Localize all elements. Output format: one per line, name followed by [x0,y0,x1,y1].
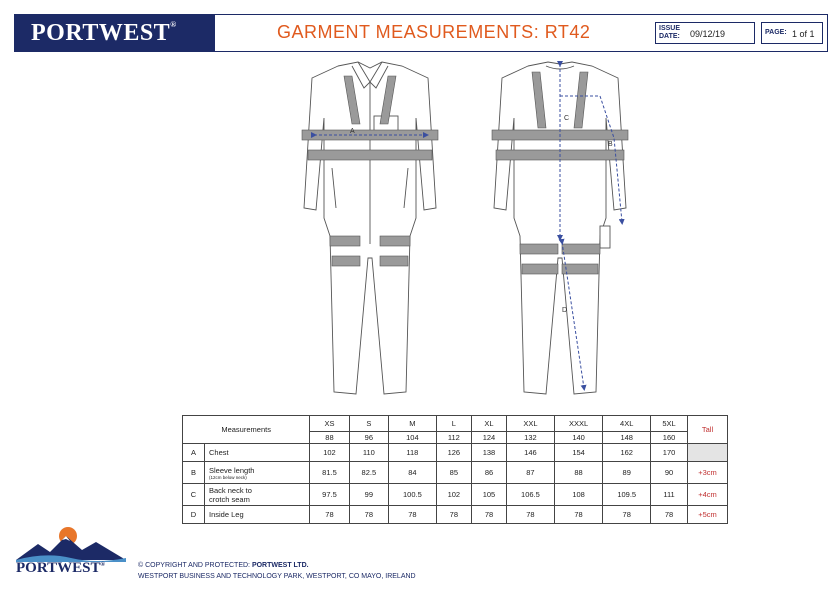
value-cell: 78 [471,506,506,524]
size-cm-cell: 104 [389,432,437,444]
page-header [14,14,828,52]
tall-cell: +4cm [688,484,728,506]
row-label: Back neck to crotch seam [205,484,310,506]
coverall-front-view [304,62,436,394]
row-label: Chest [205,444,310,462]
size-s-header: S [349,416,388,432]
value-cell: 154 [554,444,603,462]
measurement-table [182,415,728,524]
value-cell: 146 [507,444,555,462]
value-cell: 82.5 [349,462,388,484]
issue-date-label: ISSUE DATE: [659,25,681,40]
size-cm-cell: 96 [349,432,388,444]
value-cell: 78 [554,506,603,524]
value-cell: 81.5 [310,462,349,484]
row-label: Sleeve length (12cm below neck) [205,462,310,484]
value-cell: 102 [310,444,349,462]
size-cm-cell: 112 [436,432,471,444]
page-number-box [761,22,823,44]
table-row-back-neck [183,484,728,506]
table-row-sleeve [183,462,728,484]
value-cell: 126 [436,444,471,462]
value-cell: 162 [603,444,651,462]
value-cell: 85 [436,462,471,484]
value-cell: 78 [507,506,555,524]
size-l-header: L [436,416,471,432]
tall-cell: +3cm [688,462,728,484]
value-cell: 102 [436,484,471,506]
size-4xl-header: 4XL [603,416,651,432]
size-xxxl-header: XXXL [554,416,603,432]
value-cell: 138 [471,444,506,462]
size-cm-cell: 124 [471,432,506,444]
value-cell: 106.5 [507,484,555,506]
value-cell: 89 [603,462,651,484]
size-cm-cell: 148 [603,432,651,444]
value-cell: 88 [554,462,603,484]
size-m-header: M [389,416,437,432]
footer-copyright: © COPYRIGHT AND PROTECTED: PORTWEST LTD. WESTPORT BUSINESS AND TECHNOLOGY PARK, WESTPORT, CO MAYO, IRELAND [138,562,416,580]
size-xl-header: XL [471,416,506,432]
value-cell: 109.5 [603,484,651,506]
value-cell: 118 [389,444,437,462]
size-5xl-header: 5XL [651,416,688,432]
table-row-inside-leg [183,506,728,524]
garment-technical-drawings [260,58,660,404]
tall-header: Tall [688,416,728,444]
size-cm-cell: 160 [651,432,688,444]
page-label: PAGE: [765,29,787,36]
label-c: C [564,115,570,122]
tall-cell: +5cm [688,506,728,524]
label-b: B [608,141,613,148]
size-xs-header: XS [310,416,349,432]
value-cell: 78 [389,506,437,524]
row-letter: C [183,484,205,506]
value-cell: 100.5 [389,484,437,506]
row-letter: B [183,462,205,484]
issue-date-box [655,22,755,44]
value-cell: 78 [603,506,651,524]
label-a: A [350,128,355,135]
size-xxl-header: XXL [507,416,555,432]
value-cell: 78 [436,506,471,524]
footer-address: WESTPORT BUSINESS AND TECHNOLOGY PARK, WESTPORT, CO MAYO, IRELAND [138,573,416,580]
footer-brand-logo: PORTWEST® [16,560,105,576]
value-cell: 78 [651,506,688,524]
brand-logo: PORTWEST® [31,20,177,46]
document-title: GARMENT MEASUREMENTS: RT42 [277,22,591,42]
value-cell: 84 [389,462,437,484]
value-cell: 105 [471,484,506,506]
row-letter: D [183,506,205,524]
value-cell: 97.5 [310,484,349,506]
table-row-chest [183,444,728,462]
value-cell: 78 [349,506,388,524]
value-cell: 87 [507,462,555,484]
size-cm-cell: 88 [310,432,349,444]
value-cell: 108 [554,484,603,506]
table-header-sizes [183,416,728,432]
value-cell: 90 [651,462,688,484]
brand-logo-box [15,15,215,51]
row-label: Inside Leg [205,506,310,524]
value-cell: 170 [651,444,688,462]
label-d: D [562,307,568,314]
issue-date-value: 09/12/19 [690,29,726,39]
value-cell: 99 [349,484,388,506]
size-cm-cell: 140 [554,432,603,444]
value-cell: 78 [310,506,349,524]
tall-cell [688,444,728,462]
page-number-value: 1 of 1 [792,29,815,39]
measurements-header: Measurements [183,416,310,444]
row-letter: A [183,444,205,462]
size-cm-cell: 132 [507,432,555,444]
value-cell: 111 [651,484,688,506]
value-cell: 110 [349,444,388,462]
value-cell: 86 [471,462,506,484]
